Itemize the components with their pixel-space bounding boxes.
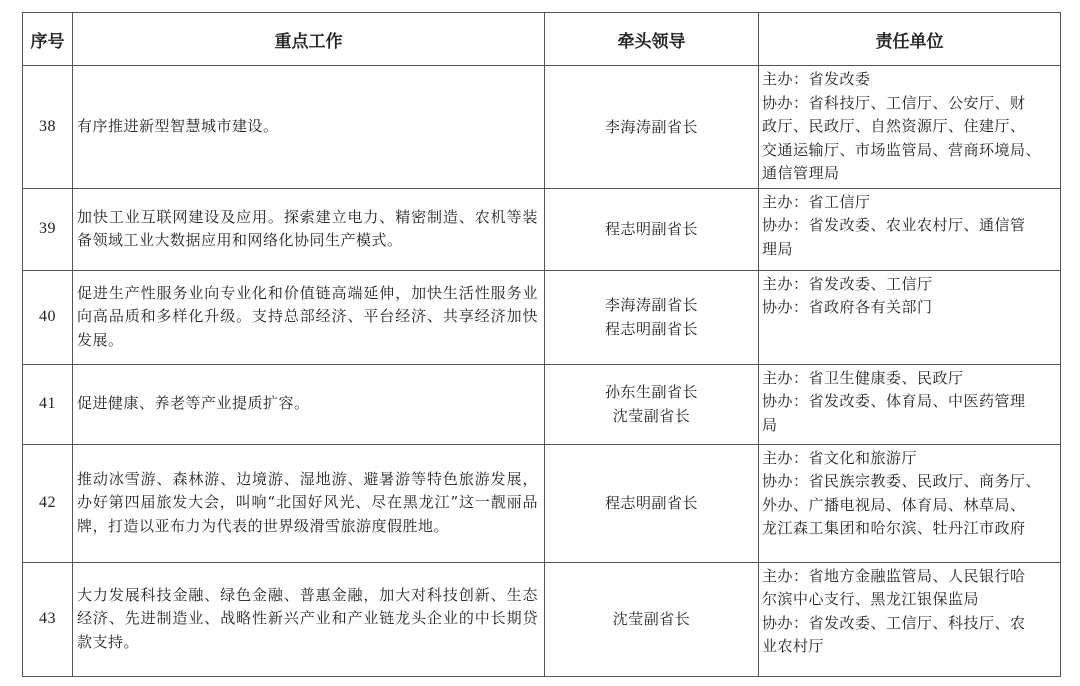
responsible-unit-line: 主办：省发改委 — [762, 70, 871, 88]
table-row — [23, 562, 1061, 676]
responsible-unit-cell — [759, 444, 1061, 562]
header-leader: 牵头领导 — [545, 13, 759, 66]
key-work-table — [22, 12, 1061, 677]
responsible-unit-line: 外办、广播电视局、体育局、林草局、 — [762, 495, 1026, 514]
responsible-unit-cell — [759, 66, 1061, 189]
responsible-unit-cell — [759, 270, 1061, 364]
key-work-text: 加快工业互联网建设及应用。探索建立电力、精密制造、农机等装备领域工业大数据应用和网络化协同生产模式。 — [73, 188, 545, 270]
row-number: 41 — [23, 364, 73, 444]
responsible-unit-line: 主办：省工信厅 — [762, 192, 871, 211]
lead-leader-cell — [545, 562, 759, 676]
responsible-unit-line: 协办：省民族宗教委、民政厅、商务厅、 — [762, 472, 1042, 490]
responsible-unit-line: 业农村厅 — [762, 637, 825, 655]
lead-leader-name: 孙东生副省长 — [604, 383, 698, 401]
table-row — [23, 444, 1061, 562]
lead-leader-cell — [545, 188, 759, 270]
table-row — [23, 66, 1061, 189]
header-num: 序号 — [23, 13, 73, 66]
table-row — [23, 188, 1061, 270]
responsible-unit-cell — [759, 562, 1061, 676]
key-work-text: 推动冰雪游、森林游、边境游、湿地游、避暑游等特色旅游发展，办好第四届旅发大会，叫响“北国好风光、尽在黑龙江”这一靓丽品牌，打造以亚布力为代表的世界级滑雪旅游度假胜地。 — [73, 444, 545, 562]
responsible-unit-cell — [759, 364, 1061, 444]
header-unit: 责任单位 — [759, 13, 1061, 66]
lead-leader-name: 程志明副省长 — [604, 220, 698, 238]
header-work: 重点工作 — [73, 13, 545, 66]
row-number: 38 — [23, 66, 73, 189]
responsible-unit-line: 通信管理局 — [762, 164, 840, 182]
responsible-unit-line: 主办：省卫生健康委、民政厅 — [762, 368, 964, 387]
lead-leader-name: 沈莹副省长 — [612, 610, 691, 628]
key-work-text: 有序推进新型智慧城市建设。 — [73, 66, 545, 189]
responsible-unit-line: 协办：省发改委、工信厅、科技厅、农 — [762, 613, 1026, 632]
row-number: 43 — [23, 562, 73, 676]
responsible-unit-line: 协办：省政府各有关部门 — [762, 298, 933, 316]
row-number: 39 — [23, 188, 73, 270]
responsible-unit-line: 政厅、民政厅、自然资源厅、住建厅、 — [762, 117, 1026, 135]
table-header-row — [23, 13, 1061, 66]
table-row — [23, 364, 1061, 444]
responsible-unit-line: 交通运输厅、市场监管局、营商环境局、 — [762, 140, 1042, 159]
key-work-text: 促进健康、养老等产业提质扩容。 — [73, 364, 545, 444]
row-number: 42 — [23, 444, 73, 562]
responsible-unit-line: 主办：省地方金融监管局、人民银行哈 — [762, 566, 1026, 585]
key-work-text: 促进生产性服务业向专业化和价值链高端延伸，加快生活性服务业向高品质和多样化升级。支持总部经济、平台经济、共享经济加快发展。 — [73, 270, 545, 364]
responsible-unit-line: 尔滨中心支行、黑龙江银保监局 — [762, 590, 980, 608]
lead-leader-name: 李海涛副省长 — [604, 117, 698, 136]
table-row — [23, 270, 1061, 364]
responsible-unit-line: 理局 — [762, 239, 794, 258]
lead-leader-cell — [545, 270, 759, 364]
responsible-unit-line: 主办：省发改委、工信厅 — [762, 274, 933, 293]
lead-leader-name: 李海涛副省长 — [604, 296, 698, 314]
key-work-text: 大力发展科技金融、绿色金融、普惠金融，加大对科技创新、生态经济、先进制造业、战略性新兴产业和产业链龙头企业的中长期贷款支持。 — [73, 562, 545, 676]
lead-leader-name: 程志明副省长 — [604, 320, 698, 338]
responsible-unit-line: 龙江森工集团和哈尔滨、牡丹江市政府 — [762, 519, 1026, 537]
responsible-unit-line: 协办：省发改委、农业农村厅、通信管 — [762, 216, 1026, 234]
lead-leader-name: 程志明副省长 — [604, 494, 698, 512]
lead-leader-cell — [545, 66, 759, 189]
responsible-unit-line: 协办：省科技厅、工信厅、公安厅、财 — [762, 93, 1026, 112]
responsible-unit-line: 主办：省文化和旅游厅 — [762, 448, 918, 467]
lead-leader-name: 沈莹副省长 — [612, 407, 691, 425]
row-number: 40 — [23, 270, 73, 364]
responsible-unit-line: 协办：省发改委、体育局、中医药管理 — [762, 392, 1026, 410]
responsible-unit-line: 局 — [762, 415, 778, 434]
responsible-unit-cell — [759, 188, 1061, 270]
lead-leader-cell — [545, 444, 759, 562]
lead-leader-cell — [545, 364, 759, 444]
